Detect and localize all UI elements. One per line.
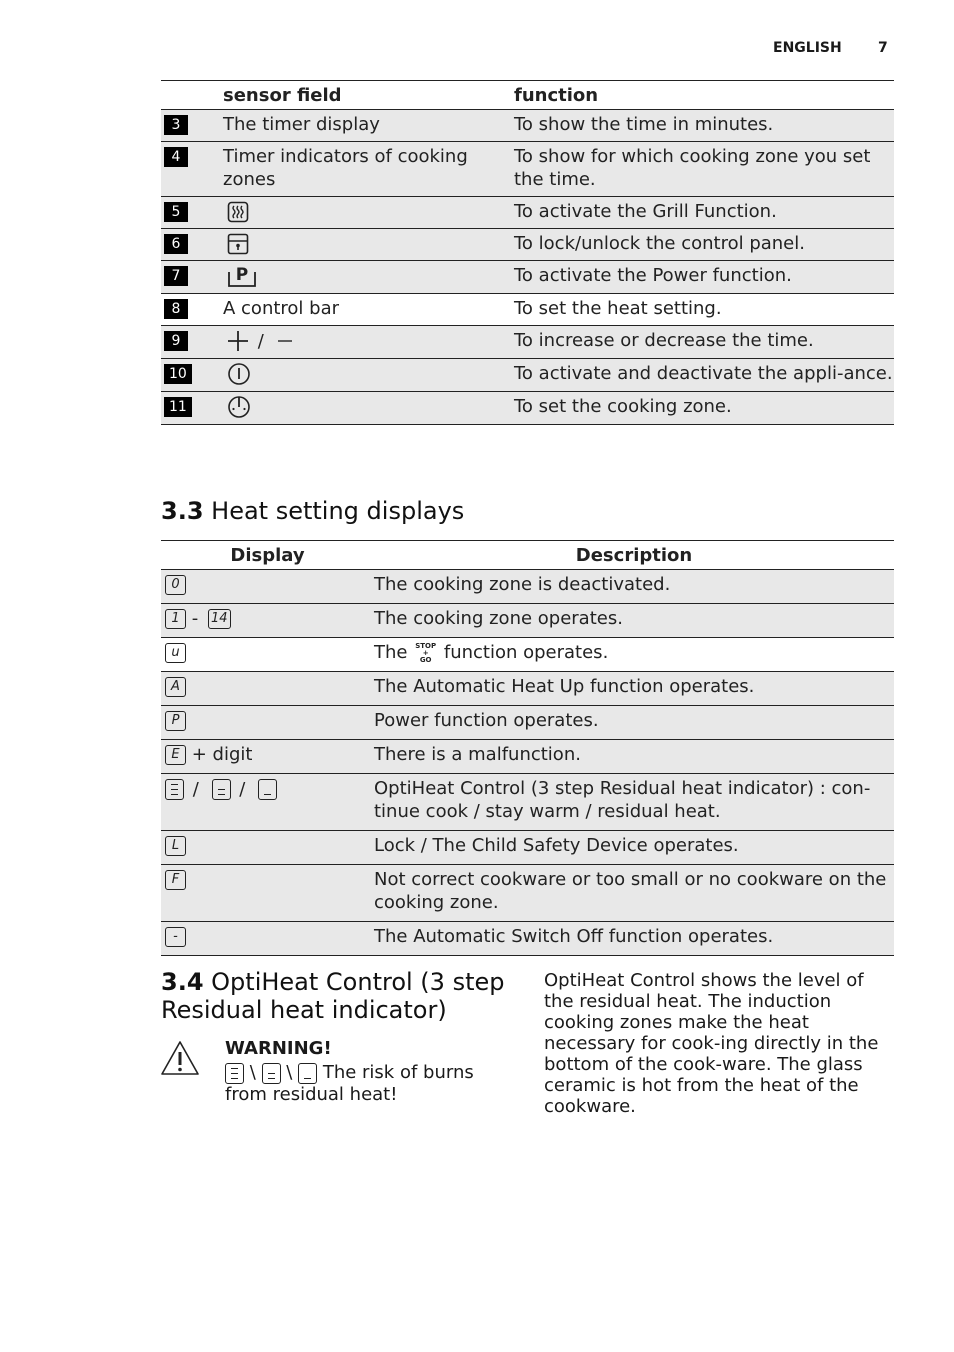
grill-icon — [227, 201, 249, 223]
table-row — [161, 672, 894, 706]
optiheat-paragraph: OptiHeat Control shows the level of the residual heat. The induction cooking zones make the heat necessary for cook-ing directly in the bottom of the cook-ware. The glass ceramic is hot from the heat of the cookware. — [544, 970, 879, 1117]
section-number: 3.3 — [161, 497, 204, 525]
table-row — [161, 261, 894, 294]
lock-icon — [227, 233, 249, 255]
display-symbol: 14 — [208, 609, 231, 629]
function-cell: To set the heat setting. — [514, 294, 894, 326]
row-number: 9 — [164, 331, 188, 351]
stop-go-label: STOP — [415, 641, 437, 650]
warning-icon — [160, 1040, 200, 1076]
description-cell: Power function operates. — [374, 706, 894, 740]
table-row — [161, 706, 894, 740]
display-symbol: E — [165, 745, 186, 765]
power-p-icon — [227, 264, 257, 288]
residual-1-bar-icon — [258, 779, 277, 800]
section-heading — [161, 968, 521, 1024]
display-symbol: 0 — [165, 575, 186, 595]
display-symbol: P — [165, 711, 186, 731]
row-number: 11 — [164, 397, 192, 417]
language-label: ENGLISH — [773, 40, 842, 56]
function-cell: To activate and deactivate the appli-ance. — [514, 358, 894, 391]
function-cell: To activate the Grill Function. — [514, 197, 894, 229]
svg-text:P: P — [235, 265, 249, 285]
table-row — [161, 922, 894, 956]
table-row — [161, 326, 894, 359]
description-cell: The Automatic Switch Off function operates. — [374, 922, 894, 956]
col-display-header: Display — [161, 541, 374, 570]
warning-body — [225, 1062, 495, 1106]
function-cell: To show the time in minutes. — [514, 110, 894, 142]
function-cell: To increase or decrease the time. — [514, 326, 894, 359]
table-row — [161, 110, 894, 142]
display-symbol: F — [165, 870, 186, 890]
table-row — [161, 774, 894, 831]
description-cell — [374, 638, 894, 672]
warning-title: WARNING! — [225, 1038, 332, 1059]
table-row — [161, 604, 894, 638]
display-symbol: L — [165, 836, 186, 856]
residual-1-bar-icon — [298, 1063, 317, 1084]
description-cell: The cooking zone operates. — [374, 604, 894, 638]
description-cell: OptiHeat Control (3 step Residual heat indicator) : con-tinue cook / stay warm / residual heat. — [374, 774, 894, 831]
row-number: 4 — [164, 147, 188, 167]
stop-go-plus: + — [422, 648, 429, 657]
residual-2-bars-icon — [262, 1063, 281, 1084]
function-cell: To set the cooking zone. — [514, 391, 894, 424]
description-cell: The Automatic Heat Up function operates. — [374, 672, 894, 706]
table-header-row — [161, 541, 894, 570]
separator: / — [192, 778, 199, 800]
residual-3-bars-icon — [225, 1063, 244, 1084]
col-description-header: Description — [374, 541, 894, 570]
function-cell: To show for which cooking zone you set the time. — [514, 142, 894, 197]
description-cell: There is a malfunction. — [374, 740, 894, 774]
residual-3-bars-icon — [165, 779, 184, 800]
display-symbol: A — [165, 677, 186, 697]
table-row — [161, 294, 894, 326]
sensor-cell: Timer indicators of cooking zones — [223, 142, 514, 197]
col-sensor-header: sensor field — [223, 81, 514, 110]
table-row — [161, 197, 894, 229]
section-heading — [161, 497, 464, 525]
section-title: Heat setting displays — [211, 497, 465, 525]
col-function-header: function — [514, 81, 894, 110]
description-cell: Not correct cookware or too small or no cookware on the cooking zone. — [374, 865, 894, 922]
display-symbol: 1 — [165, 609, 186, 629]
display-symbol: - — [165, 927, 186, 947]
display-suffix: + digit — [191, 744, 253, 765]
table-header-row — [161, 81, 894, 110]
separator: \ — [286, 1062, 293, 1083]
separator: \ — [249, 1062, 256, 1083]
row-number: 5 — [164, 202, 188, 222]
row-number: 8 — [164, 299, 188, 319]
description-cell: The cooking zone is deactivated. — [374, 570, 894, 604]
section-title: OptiHeat Control (3 step Residual heat indicator) — [161, 968, 505, 1024]
sensor-cell: A control bar — [223, 294, 514, 326]
minus-icon — [277, 330, 293, 352]
heat-setting-table — [161, 540, 894, 956]
description-text: function operates. — [443, 642, 609, 663]
table-row — [161, 831, 894, 865]
table-row — [161, 358, 894, 391]
residual-2-bars-icon — [212, 779, 231, 800]
row-number: 3 — [164, 115, 188, 135]
separator: / — [239, 778, 246, 800]
section-number: 3.4 — [161, 968, 204, 996]
table-row — [161, 142, 894, 197]
page-number: 7 — [878, 40, 888, 56]
stop-go-icon — [415, 643, 436, 664]
table-row — [161, 740, 894, 774]
row-number: 10 — [164, 364, 192, 384]
row-number: 6 — [164, 234, 188, 254]
table-row — [161, 570, 894, 604]
on-off-icon — [227, 362, 251, 386]
description-text: The — [374, 642, 408, 663]
table-row — [161, 865, 894, 922]
function-cell: To activate the Power function. — [514, 261, 894, 294]
separator: / — [257, 330, 264, 352]
zone-select-icon — [227, 395, 251, 419]
table-row — [161, 638, 894, 672]
row-number: 7 — [164, 266, 188, 286]
sensor-cell: The timer display — [223, 110, 514, 142]
sensor-field-table — [161, 80, 894, 425]
description-cell: Lock / The Child Safety Device operates. — [374, 831, 894, 865]
table-row — [161, 391, 894, 424]
table-row — [161, 229, 894, 261]
separator: - — [191, 608, 199, 629]
function-cell: To lock/unlock the control panel. — [514, 229, 894, 261]
stop-go-label: GO — [419, 655, 432, 664]
display-symbol: u — [165, 643, 186, 663]
warning-text: The risk of burns from residual heat! — [225, 1062, 474, 1105]
plus-icon — [227, 330, 249, 352]
